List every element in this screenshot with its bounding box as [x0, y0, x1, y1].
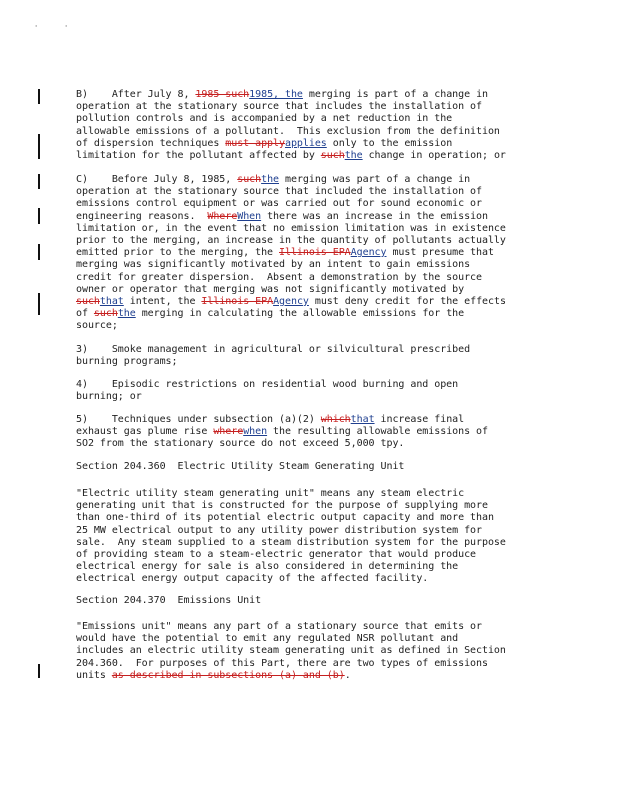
deleted-text: such — [237, 174, 262, 185]
section-360-heading — [76, 461, 528, 473]
text-run: operation at the stationary source that included the installation of — [76, 186, 482, 198]
inserted-text: Agency — [350, 247, 387, 259]
text-line — [76, 379, 528, 391]
text-line — [76, 595, 528, 607]
text-run: C) Before July 8, 1985, — [76, 174, 238, 185]
para-5 — [76, 414, 528, 451]
text-run: generating unit that is constructed for the purpose of supplying more — [76, 500, 488, 512]
text-line — [76, 670, 528, 682]
text-line — [76, 633, 528, 645]
text-run: would have the potential to emit any regulated NSR pollutant and — [76, 633, 459, 645]
deleted-text: where — [213, 426, 244, 438]
change-bar — [38, 664, 40, 678]
text-line — [76, 320, 528, 332]
text-run: increase final — [374, 414, 465, 425]
text-run: allowable emissions of a pollutant. This exclusion from the definition — [76, 125, 500, 137]
text-run: includes an electric utility steam generating unit as defined in Section — [76, 645, 506, 657]
text-line — [76, 426, 528, 438]
scan-artifact-mark: ' — [34, 24, 39, 32]
para-3 — [76, 344, 528, 368]
text-run: owner or operator that merging was not significantly motivated by — [76, 283, 465, 295]
para-c — [76, 174, 528, 332]
text-run: than one-third of its potential electric output capacity and more than — [76, 512, 494, 524]
text-run: Section 204.360 Electric Utility Steam Generating Unit — [76, 461, 405, 472]
text-run: electrical energy for sale is also considered in determining the — [76, 561, 459, 573]
text-run: credit for greater dispersion. Absent a demonstration by the source — [76, 271, 482, 283]
text-line — [76, 549, 528, 561]
text-run: units — [76, 669, 112, 681]
text-run: of — [76, 308, 94, 320]
text-run: there was an increase in the emission — [261, 210, 488, 222]
text-line — [76, 272, 528, 284]
text-line — [76, 438, 528, 450]
inserted-text: When — [237, 210, 262, 222]
text-run: "Electric utility steam generating unit" means any steam electric — [76, 488, 465, 499]
text-run: the resulting allowable emissions of — [267, 426, 488, 438]
text-run: operation at the stationary source that includes the installation of — [76, 101, 482, 113]
text-run: change in operation; or — [362, 149, 506, 161]
text-line — [76, 356, 528, 368]
text-line — [76, 414, 528, 426]
change-bar — [38, 244, 40, 260]
text-line — [76, 344, 528, 356]
text-run: "Emissions unit" means any part of a stationary source that emits or — [76, 621, 482, 632]
deleted-text: as described in subsections (a) and (b) — [111, 669, 345, 681]
text-line — [76, 461, 528, 473]
text-run: emitted prior to the merging, the — [76, 247, 279, 259]
inserted-text: the — [261, 174, 280, 185]
text-run: intent, the — [123, 295, 202, 307]
change-bar — [38, 174, 40, 189]
text-line — [76, 235, 528, 247]
text-line — [76, 537, 528, 549]
text-run: Section 204.370 Emissions Unit — [76, 595, 262, 606]
text-run: pollution controls and is accompanied by a net reduction in the — [76, 113, 453, 125]
para-b — [76, 89, 528, 162]
text-line — [76, 198, 528, 210]
text-run: emissions control equipment or was carried out for sound economic or — [76, 198, 482, 210]
text-line — [76, 621, 528, 633]
change-bar — [38, 208, 40, 224]
deleted-text: which — [320, 414, 351, 425]
text-line — [76, 308, 528, 320]
inserted-text: that — [350, 414, 375, 425]
text-line — [76, 223, 528, 235]
text-line — [76, 101, 528, 113]
deleted-text: Illinois EPA — [201, 295, 274, 307]
text-line — [76, 247, 528, 259]
text-run: must deny credit for the effects — [308, 295, 506, 307]
inserted-text: Agency — [273, 295, 309, 307]
text-run: burning; or — [76, 391, 142, 403]
text-run: burning programs; — [76, 356, 178, 368]
text-run: merging is part of a change in — [302, 89, 489, 100]
text-line — [76, 126, 528, 138]
text-run: SO2 from the stationary source do not exceed 5,000 tpy. — [76, 438, 405, 450]
text-line — [76, 296, 528, 308]
deleted-text: such — [93, 308, 118, 320]
text-line — [76, 211, 528, 223]
inserted-text: the — [117, 308, 136, 320]
text-run: 4) Episodic restrictions on residential wood burning and open — [76, 379, 459, 390]
text-run: only to the emission — [326, 137, 453, 149]
text-line — [76, 512, 528, 524]
text-line — [76, 113, 528, 125]
text-run: sale. Any steam supplied to a steam distribution system for the purpose — [76, 536, 506, 548]
text-run: . — [344, 669, 351, 681]
text-line — [76, 525, 528, 537]
deleted-text: 1985 such — [195, 89, 250, 100]
para-370 — [76, 621, 528, 682]
inserted-text: that — [99, 295, 124, 307]
text-run: merging was significantly motivated by an intent to gain emissions — [76, 259, 471, 271]
inserted-text: 1985, the — [249, 89, 303, 100]
text-run: engineering reasons. — [76, 210, 208, 222]
text-line — [76, 284, 528, 296]
text-run: source; — [76, 320, 118, 332]
change-bar — [38, 89, 40, 104]
text-run: must presume that — [386, 247, 494, 259]
text-run: 3) Smoke management in agricultural or silvicultural prescribed — [76, 344, 471, 355]
change-bar — [38, 134, 40, 159]
text-line — [76, 186, 528, 198]
text-run: 204.360. For purposes of this Part, there are two types of emissions — [76, 657, 488, 669]
text-line — [76, 174, 528, 186]
section-370-heading — [76, 595, 528, 607]
text-line — [76, 138, 528, 150]
text-run: 5) Techniques under subsection (a)(2) — [76, 414, 321, 425]
text-run: limitation for the pollutant affected by — [76, 149, 321, 161]
text-line — [76, 259, 528, 271]
deleted-text: Where — [207, 210, 238, 222]
text-run: exhaust gas plume rise — [76, 426, 214, 438]
text-line — [76, 150, 528, 162]
text-run: limitation or, in the event that no emission limitation was in existence — [76, 222, 506, 234]
text-run: merging was part of a change in — [279, 174, 471, 185]
text-run: of providing steam to a steam-electric generator that would produce — [76, 548, 477, 560]
para-360 — [76, 488, 528, 586]
text-line — [76, 561, 528, 573]
text-run: merging in calculating the allowable emissions for the — [135, 308, 465, 320]
scan-artifact-mark: ' — [64, 24, 69, 32]
deleted-text: such — [76, 295, 100, 307]
text-line — [76, 89, 528, 101]
text-line — [76, 645, 528, 657]
para-4 — [76, 379, 528, 403]
text-line — [76, 391, 528, 403]
text-run: of dispersion techniques — [76, 137, 226, 149]
inserted-text: when — [243, 426, 268, 438]
text-line — [76, 658, 528, 670]
text-run: electrical energy output capacity of the affected facility. — [76, 573, 429, 585]
text-line — [76, 573, 528, 585]
text-run: B) After July 8, — [76, 89, 196, 100]
deleted-text: Illinois EPA — [279, 247, 351, 259]
inserted-text: applies — [284, 137, 327, 149]
deleted-text: such — [320, 149, 345, 161]
text-run: prior to the merging, an increase in the quantity of pollutants actually — [76, 234, 506, 246]
text-line — [76, 488, 528, 500]
text-line — [76, 500, 528, 512]
text-run: 25 MW electrical output to any utility power distribution system for — [76, 524, 482, 536]
inserted-text: the — [344, 149, 363, 161]
change-bar — [38, 293, 40, 315]
deleted-text: must apply — [225, 137, 285, 149]
